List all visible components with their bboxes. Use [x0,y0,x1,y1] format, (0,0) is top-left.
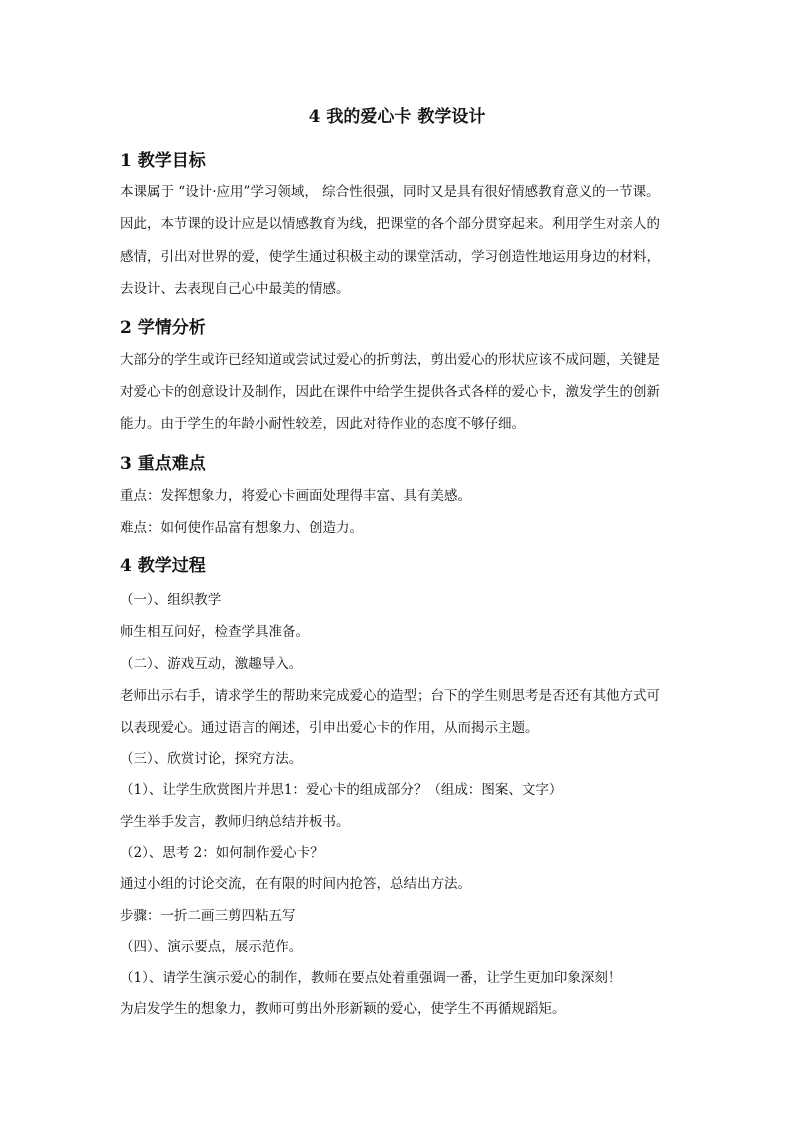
paragraph-line: 通过小组的讨论交流，在有限的时间内抢答，总结出方法。 [120,876,471,892]
paragraph-line: 为启发学生的想象力，教师可剪出外形新颖的爱心，使学生不再循规蹈矩。 [120,1001,566,1017]
paragraph-line: （三）、欣赏讨论，探究方法。 [120,751,303,767]
paragraph-line: （1）、让学生欣赏图片并思1：爱心卡的组成部分？（组成：图案、文字） [120,782,563,798]
section-heading-analysis: 2 学情分析 [120,318,206,338]
paragraph-line: （2）、思考 2：如何制作爱心卡？ [120,845,324,861]
paragraph-line: （四）、演示要点，展示范作。 [120,939,303,955]
paragraph-line: 去设计、去表现自己心中最美的情感。 [120,281,350,297]
paragraph-line: 师生相互问好，检查学具准备。 [120,624,309,640]
paragraph-line: （1）、请学生演示爱心的制作，教师在要点处着重强调一番，让学生更加印象深刻！ [120,970,622,986]
section-heading-key-points: 3 重点难点 [120,454,206,474]
paragraph-line: 重点：发挥想象力，将爱心卡画面处理得丰富、具有美感。 [120,488,471,504]
paragraph-line: 学生举手发言，教师归纳总结并板书。 [120,814,350,830]
paragraph-line: 难点：如何使作品富有想象力、创造力。 [120,520,363,536]
paragraph-line: 以表现爱心。通过语言的阐述，引申出爱心卡的作用，从而揭示主题。 [120,720,539,736]
section-heading-objectives: 1 教学目标 [120,151,206,171]
paragraph-line: 大部分的学生或许已经知道或尝试过爱心的折剪法，剪出爱心的形状应该不成问题，关键是 [120,352,660,368]
paragraph-line: 感情，引出对世界的爱，使学生通过积极主动的课堂活动，学习创造性地运用身边的材料， [120,249,660,265]
document-title: 4 我的爱心卡 教学设计 [308,107,486,127]
paragraph-line: 因此，本节课的设计应是以情感教育为线，把课堂的各个部分贯穿起来。利用学生对亲人的 [120,216,660,232]
paragraph-line: 步骤：一折二画三剪四粘五写 [120,908,296,924]
paragraph-line: 对爱心卡的创意设计及制作，因此在课件中给学生提供各式各样的爱心卡，激发学生的创新 [120,384,660,400]
paragraph-line: （二）、游戏互动，激趣导入。 [120,656,303,672]
paragraph-line: （一）、组织教学 [120,592,222,608]
paragraph-line: 本课属于 “设计·应用”学习领域， 综合性很强，同时又是具有很好情感教育意义的一节课。 [120,184,660,200]
section-heading-process: 4 教学过程 [120,556,206,576]
paragraph-line: 老师出示右手，请求学生的帮助来完成爱心的造型；台下的学生则思考是否还有其他方式可 [120,688,660,704]
paragraph-line: 能力。由于学生的年龄小耐性较差，因此对待作业的态度不够仔细。 [120,416,525,432]
